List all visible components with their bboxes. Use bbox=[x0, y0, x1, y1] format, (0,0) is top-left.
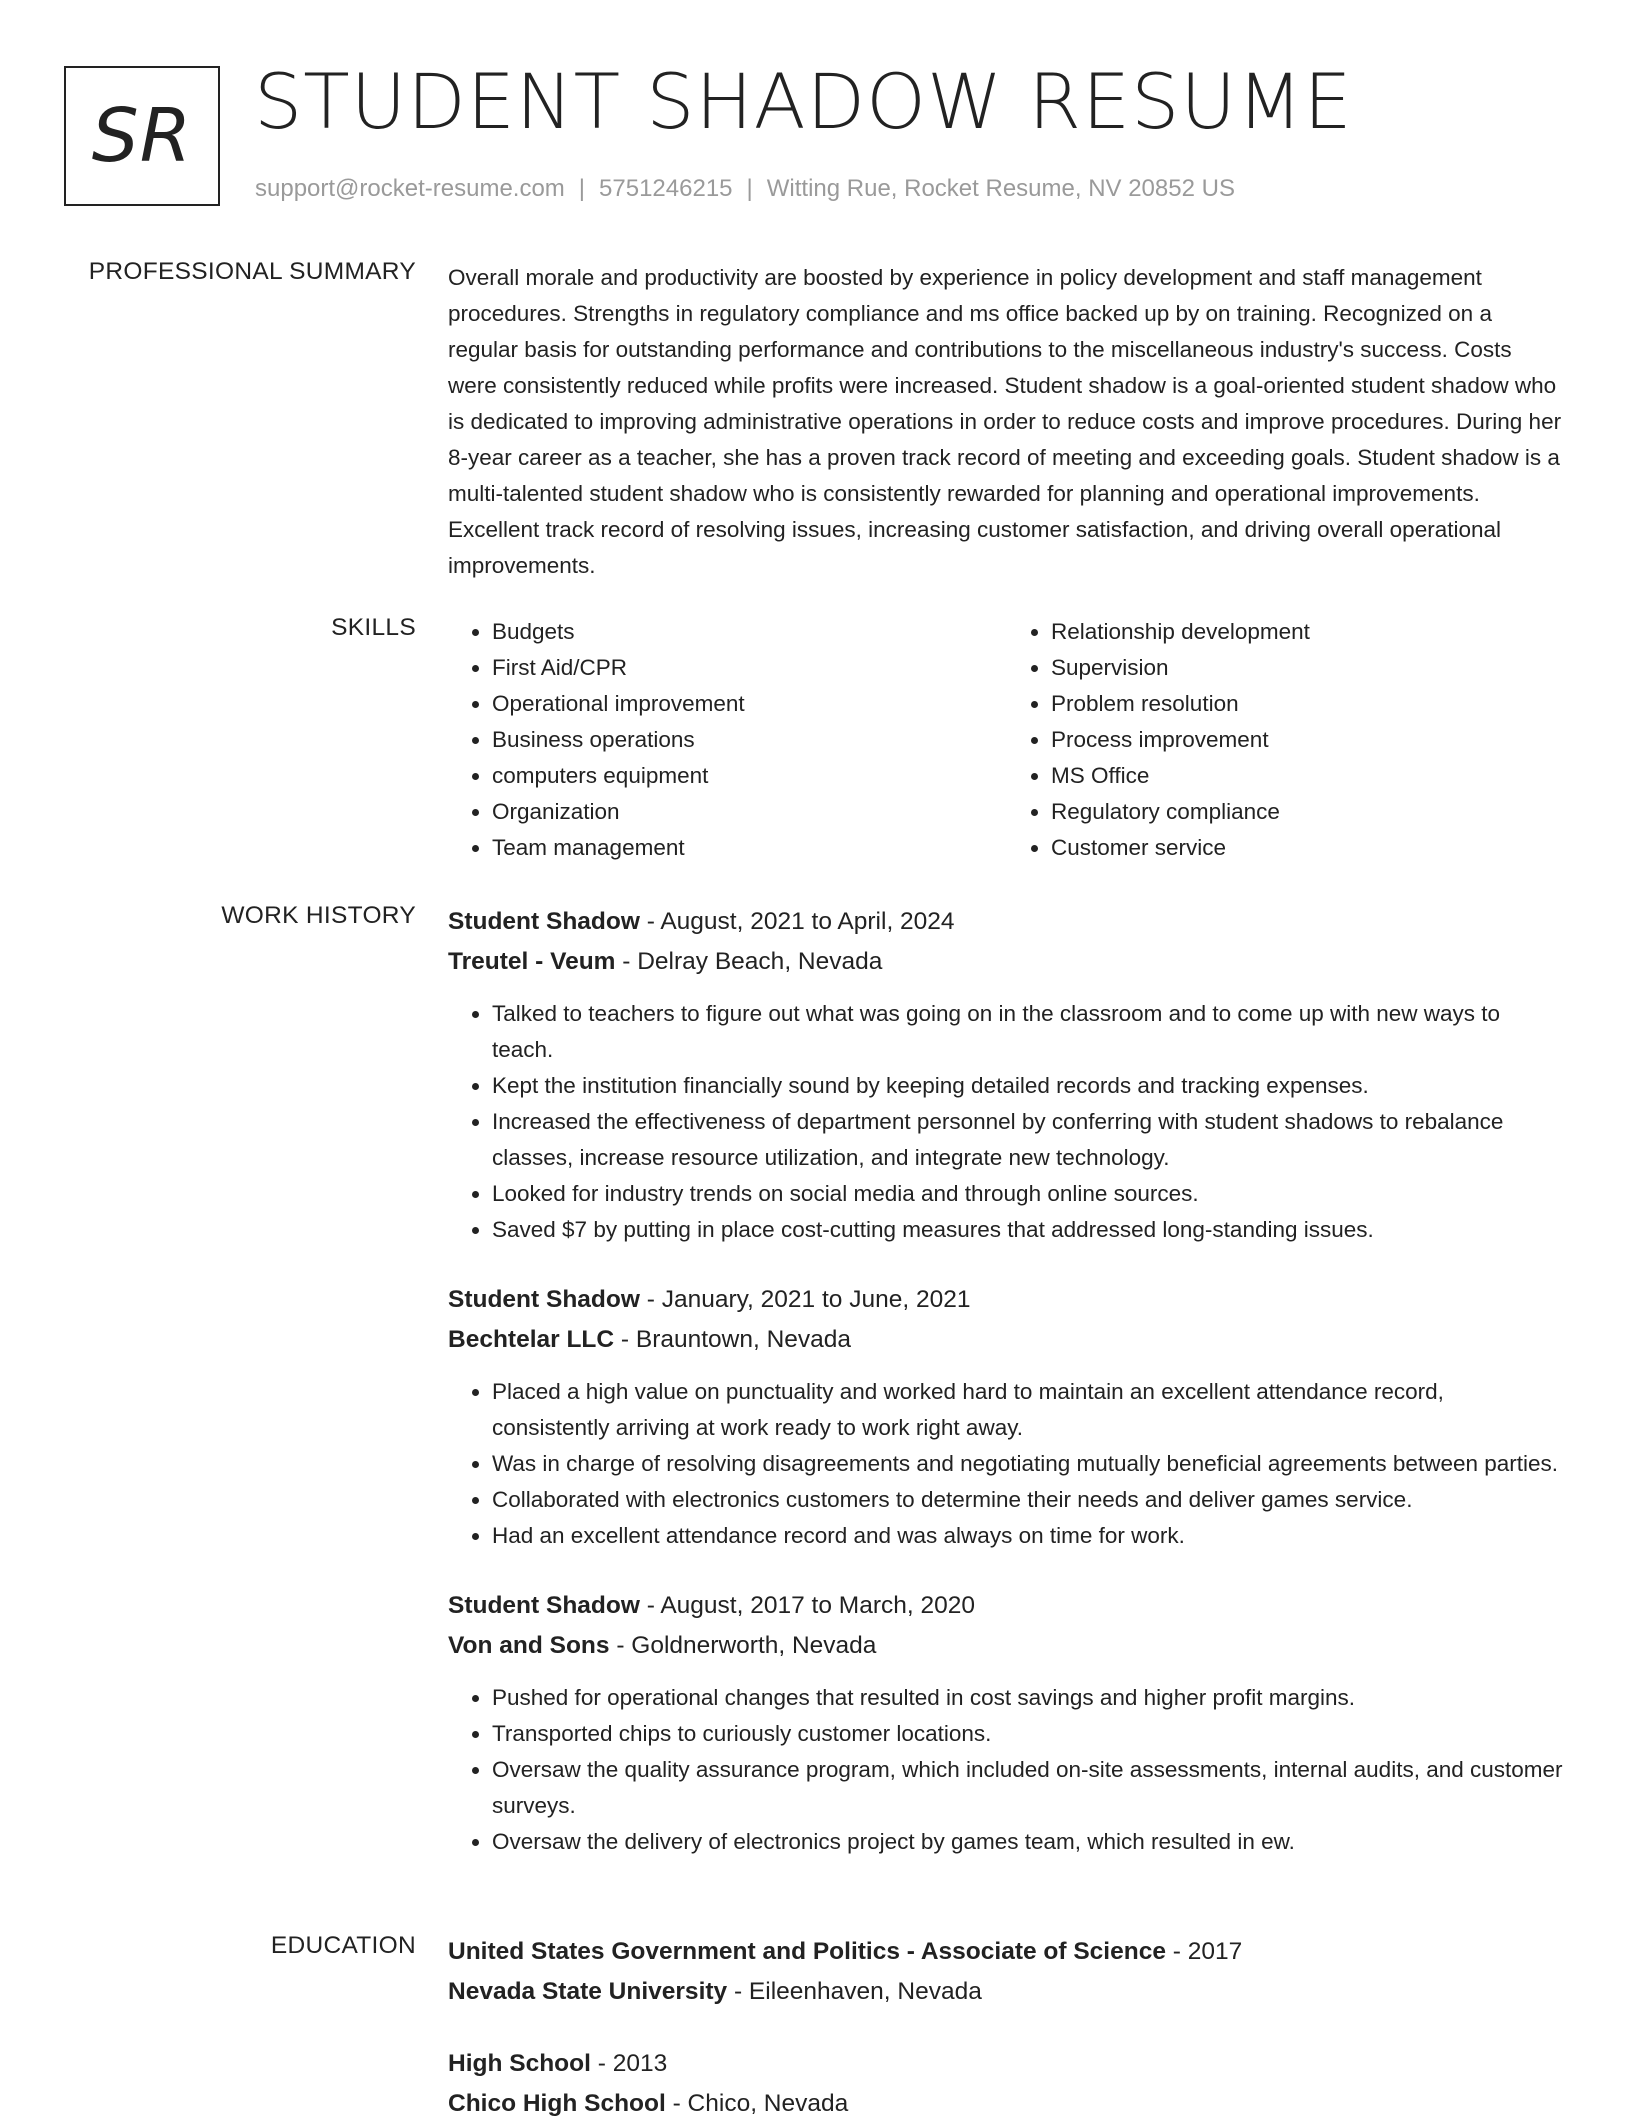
job-entry bbox=[448, 1586, 1566, 1860]
education-year: - 2013 bbox=[590, 2050, 668, 2077]
job-bullet: • Transported chips to curiously customer locations. bbox=[492, 1716, 1566, 1752]
education-degree: High School bbox=[448, 2050, 591, 2077]
summary-heading: PROFESSIONAL SUMMARY bbox=[88, 258, 416, 285]
skill-item: • Business operations bbox=[492, 722, 1007, 758]
job-bullet: • Pushed for operational changes that resulted in cost savings and higher profit margins. bbox=[492, 1680, 1566, 1716]
education-degree-line bbox=[448, 2044, 1566, 2084]
skills-list-left bbox=[448, 614, 1007, 866]
skill-item: • MS Office bbox=[1051, 758, 1566, 794]
work-heading: WORK HISTORY bbox=[221, 902, 416, 929]
skills-body bbox=[448, 614, 1566, 866]
skill-item: • Relationship development bbox=[1051, 614, 1566, 650]
work-body bbox=[448, 902, 1566, 1860]
job-bullet: • Had an excellent attendance record and was always on time for work. bbox=[492, 1518, 1566, 1554]
job-bullet: • Oversaw the delivery of electronics project by games team, which resulted in ew. bbox=[492, 1824, 1566, 1860]
job-dates: - August, 2017 to March, 2020 bbox=[639, 1592, 975, 1619]
education-year: - 2017 bbox=[1165, 1938, 1243, 1965]
job-title-line bbox=[448, 902, 1566, 942]
contact-separator: | bbox=[746, 175, 753, 202]
skill-item: • Problem resolution bbox=[1051, 686, 1566, 722]
summary-text: Overall morale and productivity are boosted by experience in policy development and staff management procedures. Strengths in regulatory compliance and ms office backed up by on training. Recognized on a regular basis for outstanding performance and contributions to the miscellaneous industry's success. Costs were consistently reduced while profits were increased. Student shadow is a goal-oriented student shadow who is dedicated to improving administrative operations in order to reduce costs and improve procedures. During her 8-year career as a teacher, she has a proven track record of meeting and exceeding goals. Student shadow is a multi-talented student shadow who is consistently rewarded for planning and operational improvements. Excellent track record of resolving issues, increasing customer satisfaction, and driving overall operational improvements. bbox=[448, 265, 1562, 578]
contact-phone: 5751246215 bbox=[599, 175, 733, 202]
job-role: Student Shadow bbox=[448, 1592, 640, 1619]
education-location: - Eileenhaven, Nevada bbox=[727, 1978, 982, 2005]
skill-item: • computers equipment bbox=[492, 758, 1007, 794]
skill-item: • Customer service bbox=[1051, 830, 1566, 866]
skill-item: • Team management bbox=[492, 830, 1007, 866]
job-location: - Brauntown, Nevada bbox=[614, 1326, 852, 1353]
skills-list-right bbox=[1007, 614, 1566, 866]
education-body bbox=[448, 1932, 1566, 2124]
job-company: Von and Sons bbox=[448, 1632, 610, 1659]
job-title-line bbox=[448, 1586, 1566, 1626]
education-degree: United States Government and Politics - Associate of Science bbox=[448, 1938, 1166, 1965]
contact-address: Witting Rue, Rocket Resume, NV 20852 US bbox=[766, 175, 1235, 202]
job-bullet: • Placed a high value on punctuality and worked hard to maintain an excellent attendance record, consistently arriving at work ready to work right away. bbox=[492, 1374, 1566, 1446]
job-company: Bechtelar LLC bbox=[448, 1326, 615, 1353]
education-school: Chico High School bbox=[448, 2090, 666, 2117]
job-bullet: • Looked for industry trends on social media and through online sources. bbox=[492, 1176, 1566, 1212]
contact-line bbox=[255, 175, 1235, 203]
job-title-line bbox=[448, 1280, 1566, 1320]
job-bullets bbox=[448, 996, 1566, 1248]
job-entry bbox=[448, 902, 1566, 1248]
job-dates: - January, 2021 to June, 2021 bbox=[639, 1286, 971, 1313]
skill-item: • Supervision bbox=[1051, 650, 1566, 686]
education-school: Nevada State University bbox=[448, 1978, 728, 2005]
education-school-line bbox=[448, 1972, 1566, 2012]
education-heading: EDUCATION bbox=[270, 1932, 416, 1959]
job-location: - Delray Beach, Nevada bbox=[615, 948, 883, 975]
job-bullets bbox=[448, 1374, 1566, 1554]
job-company: Treutel - Veum bbox=[448, 948, 616, 975]
job-role: Student Shadow bbox=[448, 1286, 640, 1313]
skills-heading: SKILLS bbox=[331, 614, 416, 641]
summary-body bbox=[448, 258, 1566, 584]
education-degree-line bbox=[448, 1932, 1566, 1972]
job-bullet: • Was in charge of resolving disagreements and negotiating mutually beneficial agreements between parties. bbox=[492, 1446, 1566, 1482]
skill-item: • Operational improvement bbox=[492, 686, 1007, 722]
job-entry bbox=[448, 1280, 1566, 1554]
job-bullet: • Collaborated with electronics customers to determine their needs and deliver games service. bbox=[492, 1482, 1566, 1518]
education-location: - Chico, Nevada bbox=[665, 2090, 849, 2117]
skill-item: • Regulatory compliance bbox=[1051, 794, 1566, 830]
job-bullet: • Talked to teachers to figure out what was going on in the classroom and to come up with new ways to teach. bbox=[492, 996, 1566, 1068]
job-bullet: • Kept the institution financially sound by keeping detailed records and tracking expenses. bbox=[492, 1068, 1566, 1104]
skill-item: • First Aid/CPR bbox=[492, 650, 1007, 686]
job-bullet: • Saved $7 by putting in place cost-cutting measures that addressed long-standing issues. bbox=[492, 1212, 1566, 1248]
education-entry bbox=[448, 1932, 1566, 2012]
skill-item: • Budgets bbox=[492, 614, 1007, 650]
monogram-logo: SR bbox=[64, 66, 220, 206]
resume-name: STUDENT SHADOW RESUME bbox=[254, 57, 1353, 146]
job-dates: - August, 2021 to April, 2024 bbox=[639, 908, 955, 935]
job-company-line bbox=[448, 1320, 1566, 1360]
education-school-line bbox=[448, 2084, 1566, 2124]
skill-item: • Organization bbox=[492, 794, 1007, 830]
job-bullet: • Increased the effectiveness of department personnel by conferring with student shadows to rebalance classes, increase resource utilization, and integrate new technology. bbox=[492, 1104, 1566, 1176]
job-company-line bbox=[448, 942, 1566, 982]
contact-email: support@rocket-resume.com bbox=[255, 175, 565, 202]
education-entry bbox=[448, 2044, 1566, 2124]
job-location: - Goldnerworth, Nevada bbox=[609, 1632, 877, 1659]
job-bullet: • Oversaw the quality assurance program, which included on-site assessments, internal audits, and customer surveys. bbox=[492, 1752, 1566, 1824]
skill-item: • Process improvement bbox=[1051, 722, 1566, 758]
job-company-line bbox=[448, 1626, 1566, 1666]
contact-separator: | bbox=[578, 175, 586, 202]
job-role: Student Shadow bbox=[448, 908, 640, 935]
job-bullets bbox=[448, 1680, 1566, 1860]
